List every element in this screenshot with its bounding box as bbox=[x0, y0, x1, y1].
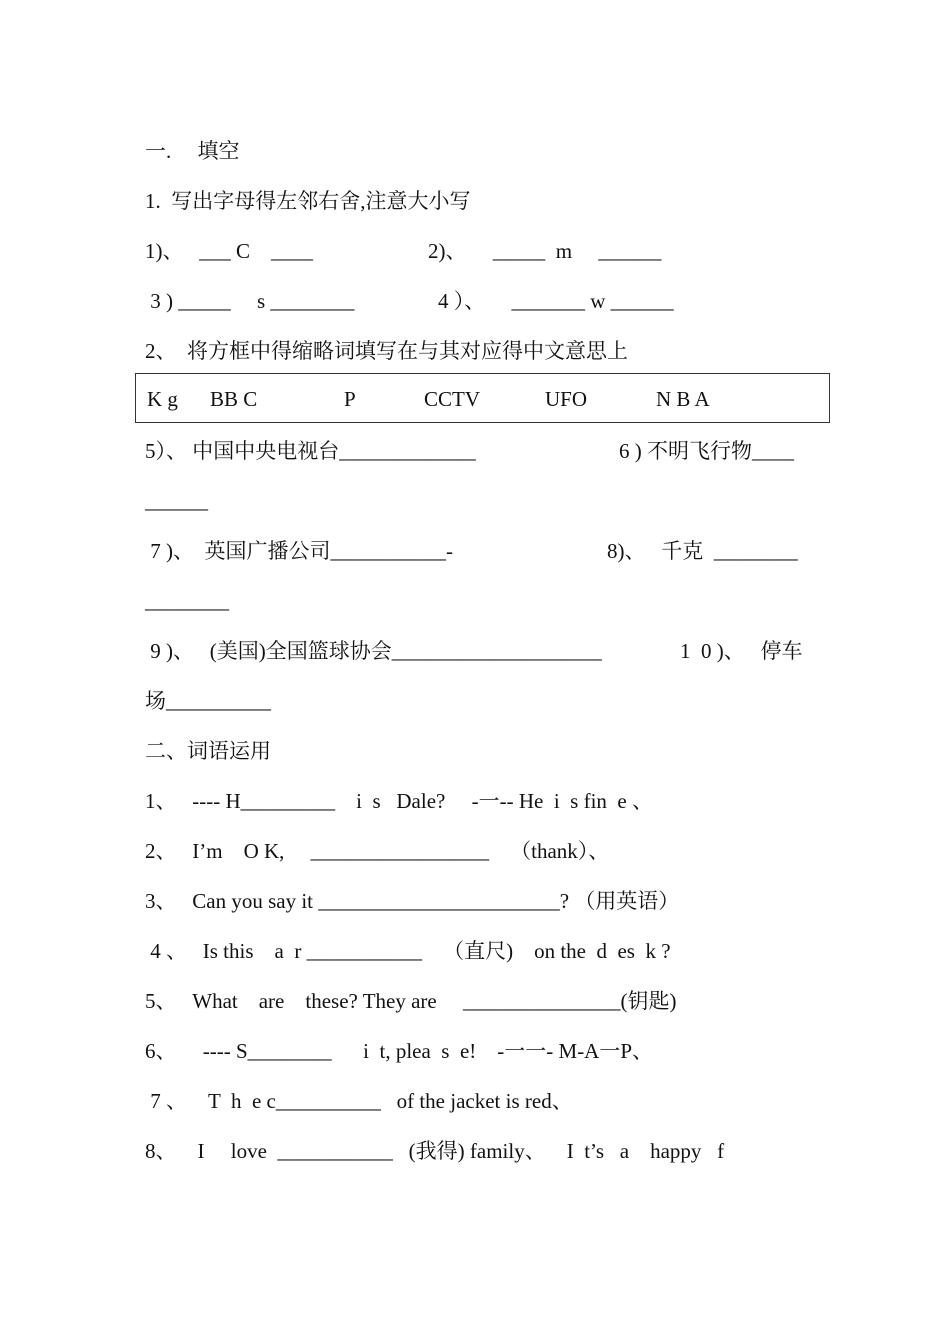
usage-item-6: 6、 ---- S________ i t, plea s e! -一一- M-A一P、 bbox=[145, 1039, 654, 1063]
q1-row1-right: 2)、 _____ m ______ bbox=[428, 239, 662, 263]
usage-item-5: 5、 What are these? They are _______________(钥匙) bbox=[145, 989, 677, 1013]
q1-title: 1. 写出字母得左邻右舍,注意大小写 bbox=[145, 189, 471, 213]
abbr-cctv: CCTV bbox=[424, 387, 481, 411]
q8: 8)、 千克 ________ bbox=[607, 539, 798, 563]
q6-continued: ______ bbox=[145, 489, 208, 513]
q10-continued: 场__________ bbox=[145, 689, 271, 713]
usage-item-7: 7 、 T h e c__________ of the jacket is red、 bbox=[145, 1089, 573, 1113]
usage-item-1: 1、 ---- H_________ i s Dale? -一-- He i s fin e 、 bbox=[145, 789, 653, 813]
q7: 7 )、 英国广播公司___________- bbox=[145, 539, 453, 563]
abbr-ufo: UFO bbox=[545, 387, 588, 411]
section1-heading: 一. 填空 bbox=[145, 139, 240, 163]
q1-row2-right: 4 ）、 _______ w ______ bbox=[438, 289, 674, 313]
abbreviation-box bbox=[135, 373, 830, 423]
q2-title: 2、 将方框中得缩略词填写在与其对应得中文意思上 bbox=[145, 339, 628, 363]
abbr-bbc: BB C bbox=[210, 387, 258, 411]
q5: 5）、 中国中央电视台_____________ bbox=[145, 439, 476, 463]
q10: 1 0 )、 停车 bbox=[680, 639, 803, 663]
abbr-kg: K g bbox=[147, 387, 178, 411]
section2-heading: 二、词语运用 bbox=[145, 739, 271, 763]
q1-row2-left: 3 ) _____ s ________ bbox=[145, 289, 355, 313]
abbr-nba: N B A bbox=[656, 387, 710, 411]
q1-row1-left: 1)、 ___ C ____ bbox=[145, 239, 313, 263]
usage-item-8: 8、 I love ___________ (我得) family、 I t’s a happy f bbox=[145, 1139, 725, 1163]
usage-item-4: 4 、 Is this a r ___________ （直尺) on the d es k ? bbox=[145, 939, 671, 963]
q8-continued: ________ bbox=[145, 589, 229, 613]
usage-item-3: 3、 Can you say it _______________________? （用英语） bbox=[145, 889, 680, 913]
q9: 9 )、 (美国)全国篮球协会____________________ bbox=[145, 639, 602, 663]
q6: 6 ) 不明飞行物____ bbox=[619, 439, 794, 463]
usage-item-2: 2、 I’m O K, _________________ （thank）、 bbox=[145, 839, 610, 863]
abbr-p: P bbox=[344, 387, 356, 411]
